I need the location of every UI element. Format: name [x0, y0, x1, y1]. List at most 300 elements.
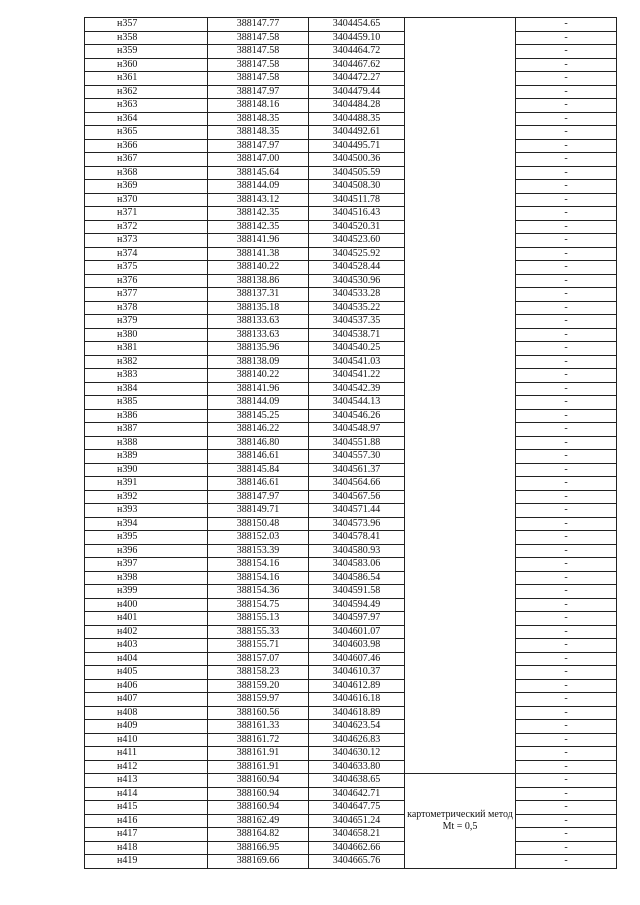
- table-row: [85, 234, 617, 248]
- error-cell: -: [516, 274, 617, 288]
- point-id-cell: н395: [85, 531, 208, 545]
- y-coordinate-cell: 3404586.54: [309, 571, 405, 585]
- y-coordinate-cell: 3404538.71: [309, 328, 405, 342]
- table-row: [85, 706, 617, 720]
- point-id-cell: н410: [85, 733, 208, 747]
- x-coordinate-cell: 388147.58: [208, 58, 309, 72]
- point-id-cell: н373: [85, 234, 208, 248]
- x-coordinate-cell: 388169.66: [208, 855, 309, 869]
- point-id-cell: н400: [85, 598, 208, 612]
- table-row: [85, 598, 617, 612]
- x-coordinate-cell: 388146.22: [208, 423, 309, 437]
- point-id-cell: н413: [85, 774, 208, 788]
- error-cell: -: [516, 693, 617, 707]
- error-cell: -: [516, 220, 617, 234]
- y-coordinate-cell: 3404573.96: [309, 517, 405, 531]
- table-row: [85, 531, 617, 545]
- x-coordinate-cell: 388147.58: [208, 45, 309, 59]
- point-id-cell: н376: [85, 274, 208, 288]
- x-coordinate-cell: 388143.12: [208, 193, 309, 207]
- point-id-cell: н389: [85, 450, 208, 464]
- point-id-cell: н397: [85, 558, 208, 572]
- error-cell: -: [516, 423, 617, 437]
- y-coordinate-cell: 3404665.76: [309, 855, 405, 869]
- table-row: [85, 490, 617, 504]
- y-coordinate-cell: 3404610.37: [309, 666, 405, 680]
- y-coordinate-cell: 3404467.62: [309, 58, 405, 72]
- error-cell: -: [516, 436, 617, 450]
- error-cell: -: [516, 301, 617, 315]
- x-coordinate-cell: 388155.13: [208, 612, 309, 626]
- point-id-cell: н370: [85, 193, 208, 207]
- point-id-cell: н358: [85, 31, 208, 45]
- y-coordinate-cell: 3404546.26: [309, 409, 405, 423]
- error-cell: -: [516, 490, 617, 504]
- y-coordinate-cell: 3404523.60: [309, 234, 405, 248]
- y-coordinate-cell: 3404578.41: [309, 531, 405, 545]
- error-cell: -: [516, 558, 617, 572]
- table-row: [85, 720, 617, 734]
- point-id-cell: н401: [85, 612, 208, 626]
- x-coordinate-cell: 388146.80: [208, 436, 309, 450]
- table-row: [85, 207, 617, 221]
- table-row: [85, 423, 617, 437]
- y-coordinate-cell: 3404542.39: [309, 382, 405, 396]
- x-coordinate-cell: 388155.71: [208, 639, 309, 653]
- error-cell: -: [516, 760, 617, 774]
- table-row: [85, 544, 617, 558]
- error-cell: -: [516, 639, 617, 653]
- table-row: [85, 315, 617, 329]
- point-id-cell: н402: [85, 625, 208, 639]
- y-coordinate-cell: 3404638.65: [309, 774, 405, 788]
- y-coordinate-cell: 3404525.92: [309, 247, 405, 261]
- method-note-cell: картометрический метод Mt = 0,5: [405, 774, 516, 869]
- y-coordinate-cell: 3404540.25: [309, 342, 405, 356]
- y-coordinate-cell: 3404533.28: [309, 288, 405, 302]
- x-coordinate-cell: 388161.72: [208, 733, 309, 747]
- point-id-cell: н409: [85, 720, 208, 734]
- point-id-cell: н377: [85, 288, 208, 302]
- error-cell: -: [516, 544, 617, 558]
- error-cell: -: [516, 207, 617, 221]
- point-id-cell: н398: [85, 571, 208, 585]
- table-row: [85, 382, 617, 396]
- x-coordinate-cell: 388159.97: [208, 693, 309, 707]
- y-coordinate-cell: 3404633.80: [309, 760, 405, 774]
- table-row: [85, 328, 617, 342]
- x-coordinate-cell: 388140.22: [208, 261, 309, 275]
- table-row: [85, 855, 617, 869]
- y-coordinate-cell: 3404571.44: [309, 504, 405, 518]
- x-coordinate-cell: 388141.96: [208, 382, 309, 396]
- point-id-cell: н378: [85, 301, 208, 315]
- y-coordinate-cell: 3404642.71: [309, 787, 405, 801]
- error-cell: -: [516, 571, 617, 585]
- point-id-cell: н379: [85, 315, 208, 329]
- y-coordinate-cell: 3404591.58: [309, 585, 405, 599]
- x-coordinate-cell: 388142.35: [208, 207, 309, 221]
- x-coordinate-cell: 388147.77: [208, 18, 309, 32]
- error-cell: -: [516, 99, 617, 113]
- y-coordinate-cell: 3404658.21: [309, 828, 405, 842]
- x-coordinate-cell: 388160.94: [208, 774, 309, 788]
- error-cell: -: [516, 504, 617, 518]
- y-coordinate-cell: 3404530.96: [309, 274, 405, 288]
- table-row: [85, 288, 617, 302]
- x-coordinate-cell: 388155.33: [208, 625, 309, 639]
- y-coordinate-cell: 3404541.03: [309, 355, 405, 369]
- error-cell: -: [516, 531, 617, 545]
- point-id-cell: н414: [85, 787, 208, 801]
- error-cell: -: [516, 193, 617, 207]
- table-row: [85, 72, 617, 86]
- table-row: [85, 85, 617, 99]
- table-row: [85, 666, 617, 680]
- point-id-cell: н391: [85, 477, 208, 491]
- x-coordinate-cell: 388154.36: [208, 585, 309, 599]
- x-coordinate-cell: 388135.96: [208, 342, 309, 356]
- x-coordinate-cell: 388146.61: [208, 477, 309, 491]
- point-id-cell: н383: [85, 369, 208, 383]
- table-row: [85, 166, 617, 180]
- x-coordinate-cell: 388149.71: [208, 504, 309, 518]
- error-cell: -: [516, 180, 617, 194]
- y-coordinate-cell: 3404528.44: [309, 261, 405, 275]
- error-cell: -: [516, 288, 617, 302]
- point-id-cell: н392: [85, 490, 208, 504]
- point-id-cell: н361: [85, 72, 208, 86]
- point-id-cell: н406: [85, 679, 208, 693]
- point-id-cell: н411: [85, 747, 208, 761]
- point-id-cell: н366: [85, 139, 208, 153]
- table-row: [85, 45, 617, 59]
- table-row: [85, 396, 617, 410]
- table-row: [85, 814, 617, 828]
- y-coordinate-cell: 3404544.13: [309, 396, 405, 410]
- y-coordinate-cell: 3404454.65: [309, 18, 405, 32]
- error-cell: -: [516, 396, 617, 410]
- x-coordinate-cell: 388135.18: [208, 301, 309, 315]
- table-row: [85, 787, 617, 801]
- coordinates-table: [84, 17, 617, 869]
- y-coordinate-cell: 3404520.31: [309, 220, 405, 234]
- x-coordinate-cell: 388145.25: [208, 409, 309, 423]
- error-cell: -: [516, 18, 617, 32]
- point-id-cell: н365: [85, 126, 208, 140]
- point-id-cell: н405: [85, 666, 208, 680]
- table-row: [85, 126, 617, 140]
- error-cell: -: [516, 706, 617, 720]
- x-coordinate-cell: 388141.96: [208, 234, 309, 248]
- table-row: [85, 679, 617, 693]
- point-id-cell: н419: [85, 855, 208, 869]
- point-id-cell: н386: [85, 409, 208, 423]
- y-coordinate-cell: 3404616.18: [309, 693, 405, 707]
- point-id-cell: н388: [85, 436, 208, 450]
- error-cell: -: [516, 247, 617, 261]
- x-coordinate-cell: 388137.31: [208, 288, 309, 302]
- error-cell: -: [516, 409, 617, 423]
- y-coordinate-cell: 3404479.44: [309, 85, 405, 99]
- x-coordinate-cell: 388160.56: [208, 706, 309, 720]
- point-id-cell: н364: [85, 112, 208, 126]
- y-coordinate-cell: 3404623.54: [309, 720, 405, 734]
- table-row: [85, 774, 617, 788]
- x-coordinate-cell: 388147.58: [208, 72, 309, 86]
- error-cell: -: [516, 787, 617, 801]
- x-coordinate-cell: 388145.64: [208, 166, 309, 180]
- y-coordinate-cell: 3404626.83: [309, 733, 405, 747]
- x-coordinate-cell: 388133.63: [208, 328, 309, 342]
- table-row: [85, 436, 617, 450]
- point-id-cell: н374: [85, 247, 208, 261]
- x-coordinate-cell: 388162.49: [208, 814, 309, 828]
- x-coordinate-cell: 388142.35: [208, 220, 309, 234]
- x-coordinate-cell: 388153.39: [208, 544, 309, 558]
- error-cell: -: [516, 369, 617, 383]
- y-coordinate-cell: 3404594.49: [309, 598, 405, 612]
- table-row: [85, 693, 617, 707]
- x-coordinate-cell: 388141.38: [208, 247, 309, 261]
- error-cell: -: [516, 126, 617, 140]
- error-cell: -: [516, 477, 617, 491]
- y-coordinate-cell: 3404464.72: [309, 45, 405, 59]
- y-coordinate-cell: 3404662.66: [309, 841, 405, 855]
- x-coordinate-cell: 388152.03: [208, 531, 309, 545]
- error-cell: -: [516, 612, 617, 626]
- y-coordinate-cell: 3404601.07: [309, 625, 405, 639]
- point-id-cell: н367: [85, 153, 208, 167]
- table-row: [85, 841, 617, 855]
- table-row: [85, 571, 617, 585]
- error-cell: -: [516, 733, 617, 747]
- y-coordinate-cell: 3404564.66: [309, 477, 405, 491]
- error-cell: -: [516, 828, 617, 842]
- table-row: [85, 180, 617, 194]
- y-coordinate-cell: 3404561.37: [309, 463, 405, 477]
- y-coordinate-cell: 3404548.97: [309, 423, 405, 437]
- error-cell: -: [516, 382, 617, 396]
- x-coordinate-cell: 388154.16: [208, 558, 309, 572]
- error-cell: -: [516, 72, 617, 86]
- error-cell: -: [516, 342, 617, 356]
- table-row: [85, 463, 617, 477]
- error-cell: -: [516, 666, 617, 680]
- y-coordinate-cell: 3404603.98: [309, 639, 405, 653]
- y-coordinate-cell: 3404505.59: [309, 166, 405, 180]
- x-coordinate-cell: 388160.94: [208, 801, 309, 815]
- x-coordinate-cell: 388147.97: [208, 85, 309, 99]
- x-coordinate-cell: 388147.58: [208, 31, 309, 45]
- point-id-cell: н412: [85, 760, 208, 774]
- point-id-cell: н369: [85, 180, 208, 194]
- table-row: [85, 558, 617, 572]
- error-cell: -: [516, 720, 617, 734]
- x-coordinate-cell: 388154.16: [208, 571, 309, 585]
- x-coordinate-cell: 388157.07: [208, 652, 309, 666]
- point-id-cell: н417: [85, 828, 208, 842]
- point-id-cell: н371: [85, 207, 208, 221]
- y-coordinate-cell: 3404567.56: [309, 490, 405, 504]
- point-id-cell: н384: [85, 382, 208, 396]
- point-id-cell: н368: [85, 166, 208, 180]
- y-coordinate-cell: 3404472.27: [309, 72, 405, 86]
- x-coordinate-cell: 388161.91: [208, 760, 309, 774]
- x-coordinate-cell: 388147.97: [208, 139, 309, 153]
- error-cell: -: [516, 450, 617, 464]
- point-id-cell: н407: [85, 693, 208, 707]
- y-coordinate-cell: 3404541.22: [309, 369, 405, 383]
- x-coordinate-cell: 388159.20: [208, 679, 309, 693]
- point-id-cell: н404: [85, 652, 208, 666]
- point-id-cell: н357: [85, 18, 208, 32]
- method-cell-blank: [405, 18, 516, 774]
- point-id-cell: н396: [85, 544, 208, 558]
- point-id-cell: н362: [85, 85, 208, 99]
- x-coordinate-cell: 388147.97: [208, 490, 309, 504]
- x-coordinate-cell: 388166.95: [208, 841, 309, 855]
- error-cell: -: [516, 139, 617, 153]
- point-id-cell: н375: [85, 261, 208, 275]
- error-cell: -: [516, 328, 617, 342]
- point-id-cell: н415: [85, 801, 208, 815]
- y-coordinate-cell: 3404647.75: [309, 801, 405, 815]
- x-coordinate-cell: 388148.35: [208, 126, 309, 140]
- point-id-cell: н399: [85, 585, 208, 599]
- error-cell: -: [516, 625, 617, 639]
- point-id-cell: н390: [85, 463, 208, 477]
- table-row: [85, 612, 617, 626]
- y-coordinate-cell: 3404551.88: [309, 436, 405, 450]
- error-cell: -: [516, 747, 617, 761]
- error-cell: -: [516, 598, 617, 612]
- table-row: [85, 220, 617, 234]
- error-cell: -: [516, 31, 617, 45]
- table-row: [85, 517, 617, 531]
- point-id-cell: н408: [85, 706, 208, 720]
- table-row: [85, 355, 617, 369]
- error-cell: -: [516, 45, 617, 59]
- x-coordinate-cell: 388150.48: [208, 517, 309, 531]
- table-row: [85, 18, 617, 32]
- table-row: [85, 193, 617, 207]
- error-cell: -: [516, 774, 617, 788]
- table-row: [85, 58, 617, 72]
- table-row: [85, 274, 617, 288]
- x-coordinate-cell: 388138.86: [208, 274, 309, 288]
- point-id-cell: н382: [85, 355, 208, 369]
- point-id-cell: н385: [85, 396, 208, 410]
- point-id-cell: н416: [85, 814, 208, 828]
- x-coordinate-cell: 388133.63: [208, 315, 309, 329]
- error-cell: -: [516, 315, 617, 329]
- point-id-cell: н359: [85, 45, 208, 59]
- error-cell: -: [516, 355, 617, 369]
- x-coordinate-cell: 388161.91: [208, 747, 309, 761]
- table-row: [85, 112, 617, 126]
- y-coordinate-cell: 3404537.35: [309, 315, 405, 329]
- table-row: [85, 747, 617, 761]
- table-row: [85, 625, 617, 639]
- point-id-cell: н387: [85, 423, 208, 437]
- y-coordinate-cell: 3404535.22: [309, 301, 405, 315]
- point-id-cell: н418: [85, 841, 208, 855]
- point-id-cell: н393: [85, 504, 208, 518]
- table-row: [85, 261, 617, 275]
- table-row: [85, 153, 617, 167]
- y-coordinate-cell: 3404459.10: [309, 31, 405, 45]
- y-coordinate-cell: 3404492.61: [309, 126, 405, 140]
- error-cell: -: [516, 85, 617, 99]
- point-id-cell: н372: [85, 220, 208, 234]
- x-coordinate-cell: 388144.09: [208, 396, 309, 410]
- table-row: [85, 801, 617, 815]
- y-coordinate-cell: 3404618.89: [309, 706, 405, 720]
- x-coordinate-cell: 388164.82: [208, 828, 309, 842]
- table-row: [85, 585, 617, 599]
- point-id-cell: н381: [85, 342, 208, 356]
- y-coordinate-cell: 3404495.71: [309, 139, 405, 153]
- x-coordinate-cell: 388160.94: [208, 787, 309, 801]
- error-cell: -: [516, 652, 617, 666]
- y-coordinate-cell: 3404484.28: [309, 99, 405, 113]
- y-coordinate-cell: 3404508.30: [309, 180, 405, 194]
- table-row: [85, 733, 617, 747]
- y-coordinate-cell: 3404612.89: [309, 679, 405, 693]
- point-id-cell: н380: [85, 328, 208, 342]
- y-coordinate-cell: 3404583.06: [309, 558, 405, 572]
- table-row: [85, 504, 617, 518]
- point-id-cell: н360: [85, 58, 208, 72]
- x-coordinate-cell: 388146.61: [208, 450, 309, 464]
- error-cell: -: [516, 261, 617, 275]
- y-coordinate-cell: 3404488.35: [309, 112, 405, 126]
- error-cell: -: [516, 679, 617, 693]
- error-cell: -: [516, 58, 617, 72]
- y-coordinate-cell: 3404607.46: [309, 652, 405, 666]
- error-cell: -: [516, 814, 617, 828]
- table-row: [85, 342, 617, 356]
- y-coordinate-cell: 3404630.12: [309, 747, 405, 761]
- error-cell: -: [516, 166, 617, 180]
- table-row: [85, 99, 617, 113]
- y-coordinate-cell: 3404516.43: [309, 207, 405, 221]
- x-coordinate-cell: 388158.23: [208, 666, 309, 680]
- point-id-cell: н403: [85, 639, 208, 653]
- table-row: [85, 369, 617, 383]
- error-cell: -: [516, 463, 617, 477]
- table-row: [85, 639, 617, 653]
- table-row: [85, 31, 617, 45]
- point-id-cell: н363: [85, 99, 208, 113]
- error-cell: -: [516, 153, 617, 167]
- table-row: [85, 760, 617, 774]
- error-cell: -: [516, 517, 617, 531]
- x-coordinate-cell: 388144.09: [208, 180, 309, 194]
- table-row: [85, 828, 617, 842]
- x-coordinate-cell: 388148.35: [208, 112, 309, 126]
- table-row: [85, 301, 617, 315]
- table-row: [85, 477, 617, 491]
- error-cell: -: [516, 855, 617, 869]
- error-cell: -: [516, 585, 617, 599]
- table-row: [85, 652, 617, 666]
- table-row: [85, 409, 617, 423]
- error-cell: -: [516, 801, 617, 815]
- x-coordinate-cell: 388154.75: [208, 598, 309, 612]
- coordinates-table-body: [85, 18, 617, 869]
